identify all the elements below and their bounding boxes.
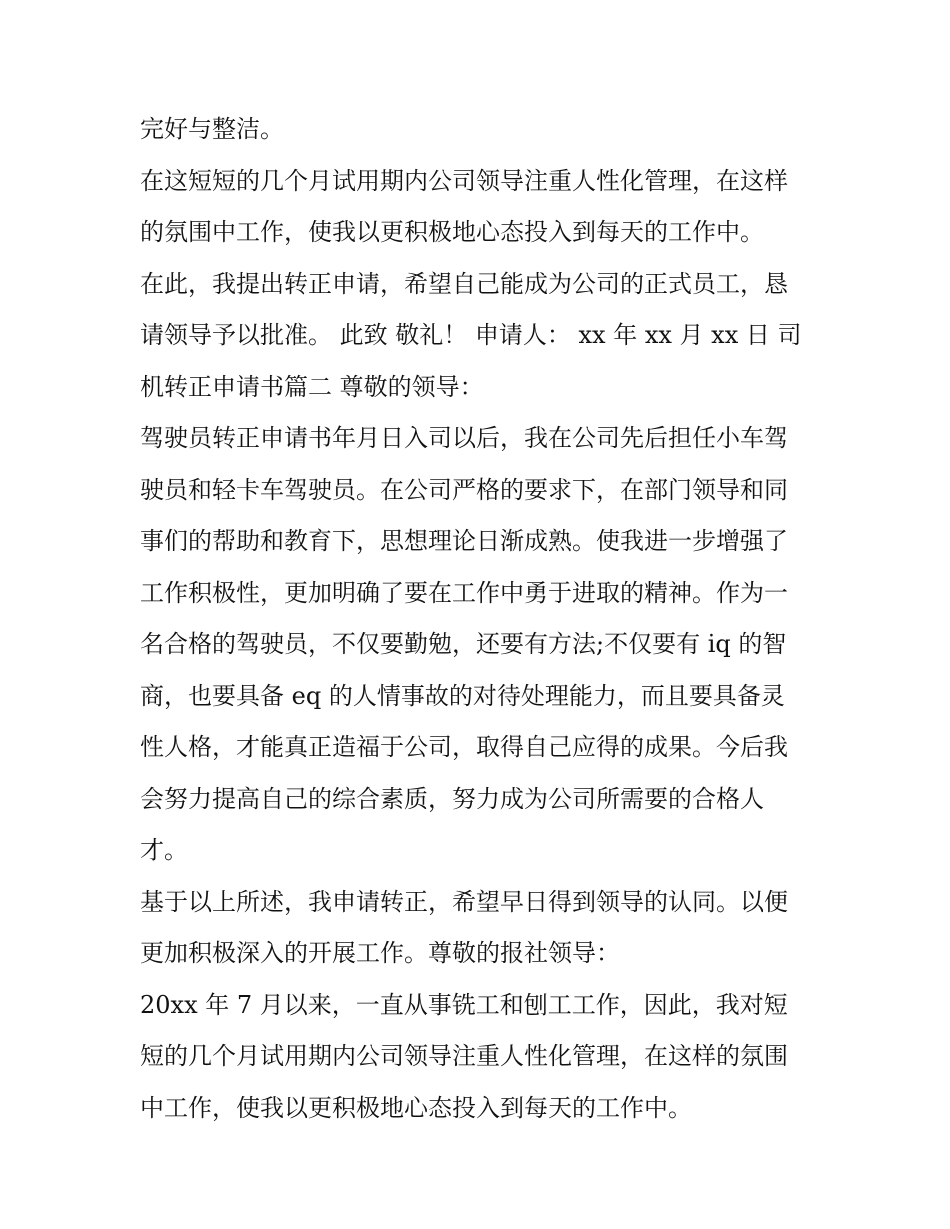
text-line: 基于以上所述，我申请转正，希望早日得到领导的认同。以便 <box>140 887 788 916</box>
text-line: 在此，我提出转正申请，希望自己能成为公司的正式员工，恳 <box>140 269 788 298</box>
text-line: 在这短短的几个月试用期内公司领导注重人性化管理，在这样 <box>140 166 788 195</box>
text-line: 中工作，使我以更积极地心态投入到每天的工作中。 <box>140 1093 692 1122</box>
text-line: 商，也要具备 eq 的人情事故的对待处理能力，而且要具备灵 <box>140 681 785 710</box>
text-line: 驶员和轻卡车驾驶员。在公司严格的要求下，在部门领导和同 <box>140 475 788 504</box>
text-line: 会努力提高自己的综合素质，努力成为公司所需要的合格人 <box>140 784 764 813</box>
text-line: 20xx 年 7 月以来，一直从事铣工和刨工工作，因此，我对短 <box>140 990 788 1019</box>
text-line: 请领导予以批准。 此致 敬礼！ 申请人： xx 年 xx 月 xx 日 司 <box>140 321 802 349</box>
text-line: 才。 <box>140 836 188 864</box>
text-line: 性人格，才能真正造福于公司，取得自己应得的成果。今后我 <box>140 733 788 761</box>
text-line: 驾驶员转正申请书年月日入司以后，我在公司先后担任小车驾 <box>140 424 788 452</box>
text-line: 更加积极深入的开展工作。尊敬的报社领导： <box>140 939 620 967</box>
text-line: 机转正申请书篇二 尊敬的领导： <box>140 372 484 401</box>
text-line: 事们的帮助和教育下，思想理论日渐成熟。使我进一步增强了 <box>140 527 788 555</box>
document-body <box>140 104 820 1134</box>
text-line: 名合格的驾驶员，不仅要勤勉，还要有方法;不仅要有 iq 的智 <box>140 630 787 658</box>
text-line: 短的几个月试用期内公司领导注重人性化管理，在这样的氛围 <box>140 1042 788 1070</box>
text-line: 的氛围中工作，使我以更积极地心态投入到每天的工作中。 <box>140 218 764 246</box>
text-line: 工作积极性，更加明确了要在工作中勇于进取的精神。作为一 <box>140 578 788 607</box>
text-line: 完好与整洁。 <box>140 115 284 143</box>
